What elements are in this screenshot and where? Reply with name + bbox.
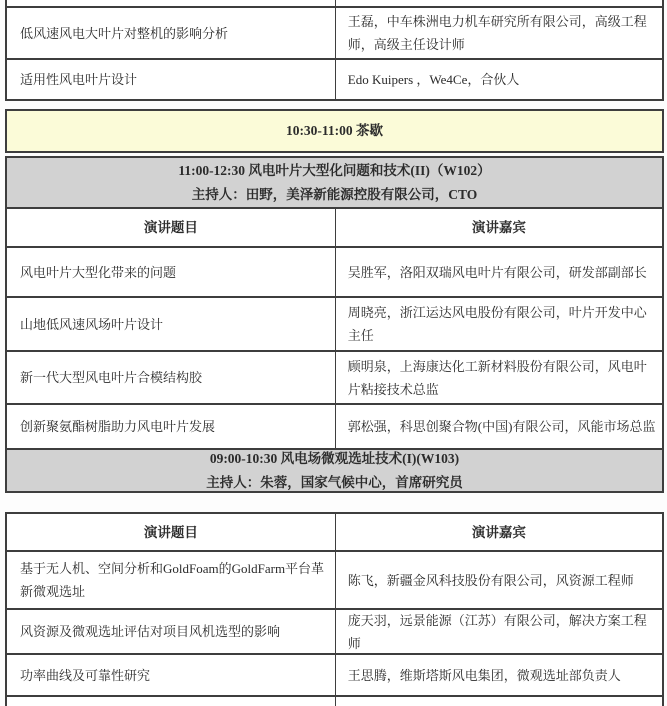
- speaker-cell: 郭松强，科思创聚合物(中国)有限公司，风能市场总监: [347, 419, 656, 434]
- session-banner: [7, 158, 662, 209]
- speaker-cell: 王思腾，维斯塔斯风电集团，微观选址部负责人: [347, 667, 621, 683]
- session-time-title: 09:00-10:30 风电场微观选址技术(I)(W103): [209, 450, 460, 466]
- table-row: [7, 405, 662, 450]
- talk-title-cell: 风资源及微观选址评估对项目风机选型的影响: [7, 610, 336, 653]
- column-header-topic: 演讲题目: [7, 514, 336, 550]
- table-header-row: [7, 209, 662, 248]
- talk-title-cell: 风电叶片大型化带来的问题: [7, 248, 336, 296]
- column-header-speaker: 演讲嘉宾: [471, 220, 526, 235]
- cropped-row-bottom: [7, 697, 662, 706]
- session-moderator: 主持人：田野，美泽新能源控股有限公司，CTO: [191, 186, 478, 202]
- session-moderator: 主持人：朱蓉，国家气候中心，首席研究员: [206, 474, 463, 490]
- speaker-cell: 吴胜军，洛阳双瑞风电叶片有限公司，研发部副部长: [347, 264, 647, 280]
- table-row: [7, 60, 662, 101]
- speaker-cell: 王磊，中车株洲电力机车研究所有限公司，高级工程师，高级主任设计师: [347, 14, 647, 52]
- session-time-title: 11:00-12:30 风电叶片大型化问题和技术(II)（W102）: [178, 162, 491, 178]
- cropped-row-top: [7, 0, 662, 8]
- session-table-siting: [5, 512, 664, 706]
- speaker-cell: 陈飞，新疆金风科技股份有限公司，风资源工程师: [347, 572, 634, 588]
- tea-break-label: 10:30-11:00 茶歇: [285, 123, 384, 138]
- table-row: [7, 298, 662, 352]
- column-header-topic: 演讲题目: [7, 209, 336, 246]
- speaker-cell: 庞天羽，远景能源（江苏）有限公司，解决方案工程师: [347, 612, 647, 651]
- table-row: [7, 655, 662, 697]
- talk-title-cell: 低风速风电大叶片对整机的影响分析: [7, 8, 336, 58]
- talk-title-cell: 基于无人机、空间分析和GoldFoam的GoldFarm平台革新微观选址: [7, 552, 336, 608]
- spacer: [5, 101, 667, 109]
- table-header-row: [7, 514, 662, 552]
- table-row: [7, 248, 662, 298]
- speaker-cell: 顾明泉，上海康达化工新材料股份有限公司，风电叶片粘接技术总监: [347, 358, 647, 397]
- tea-break-banner: [5, 109, 664, 153]
- speaker-cell: 周晓亮，浙江运达风电股份有限公司，叶片开发中心主任: [347, 305, 647, 343]
- talk-title-cell: 创新聚氨酯树脂助力风电叶片发展: [7, 405, 336, 448]
- talk-title-cell: 功率曲线及可靠性研究: [7, 655, 336, 695]
- talk-title-cell: 适用性风电叶片设计: [7, 60, 336, 99]
- table-row: [7, 552, 662, 610]
- column-header-speaker: 演讲嘉宾: [471, 524, 526, 540]
- talk-title-cell: 山地低风速风场叶片设计: [7, 298, 336, 350]
- speaker-cell: Edo Kuipers ，We4Ce，合伙人: [347, 72, 520, 87]
- table-row: [7, 352, 662, 405]
- spacer: [5, 493, 667, 512]
- table-row: [7, 8, 662, 60]
- session-table-previous: [5, 0, 664, 101]
- table-row: [7, 610, 662, 655]
- session-table-blade: [5, 156, 664, 493]
- session-banner: [7, 450, 662, 493]
- talk-title-cell: 新一代大型风电叶片合模结构胶: [7, 352, 336, 403]
